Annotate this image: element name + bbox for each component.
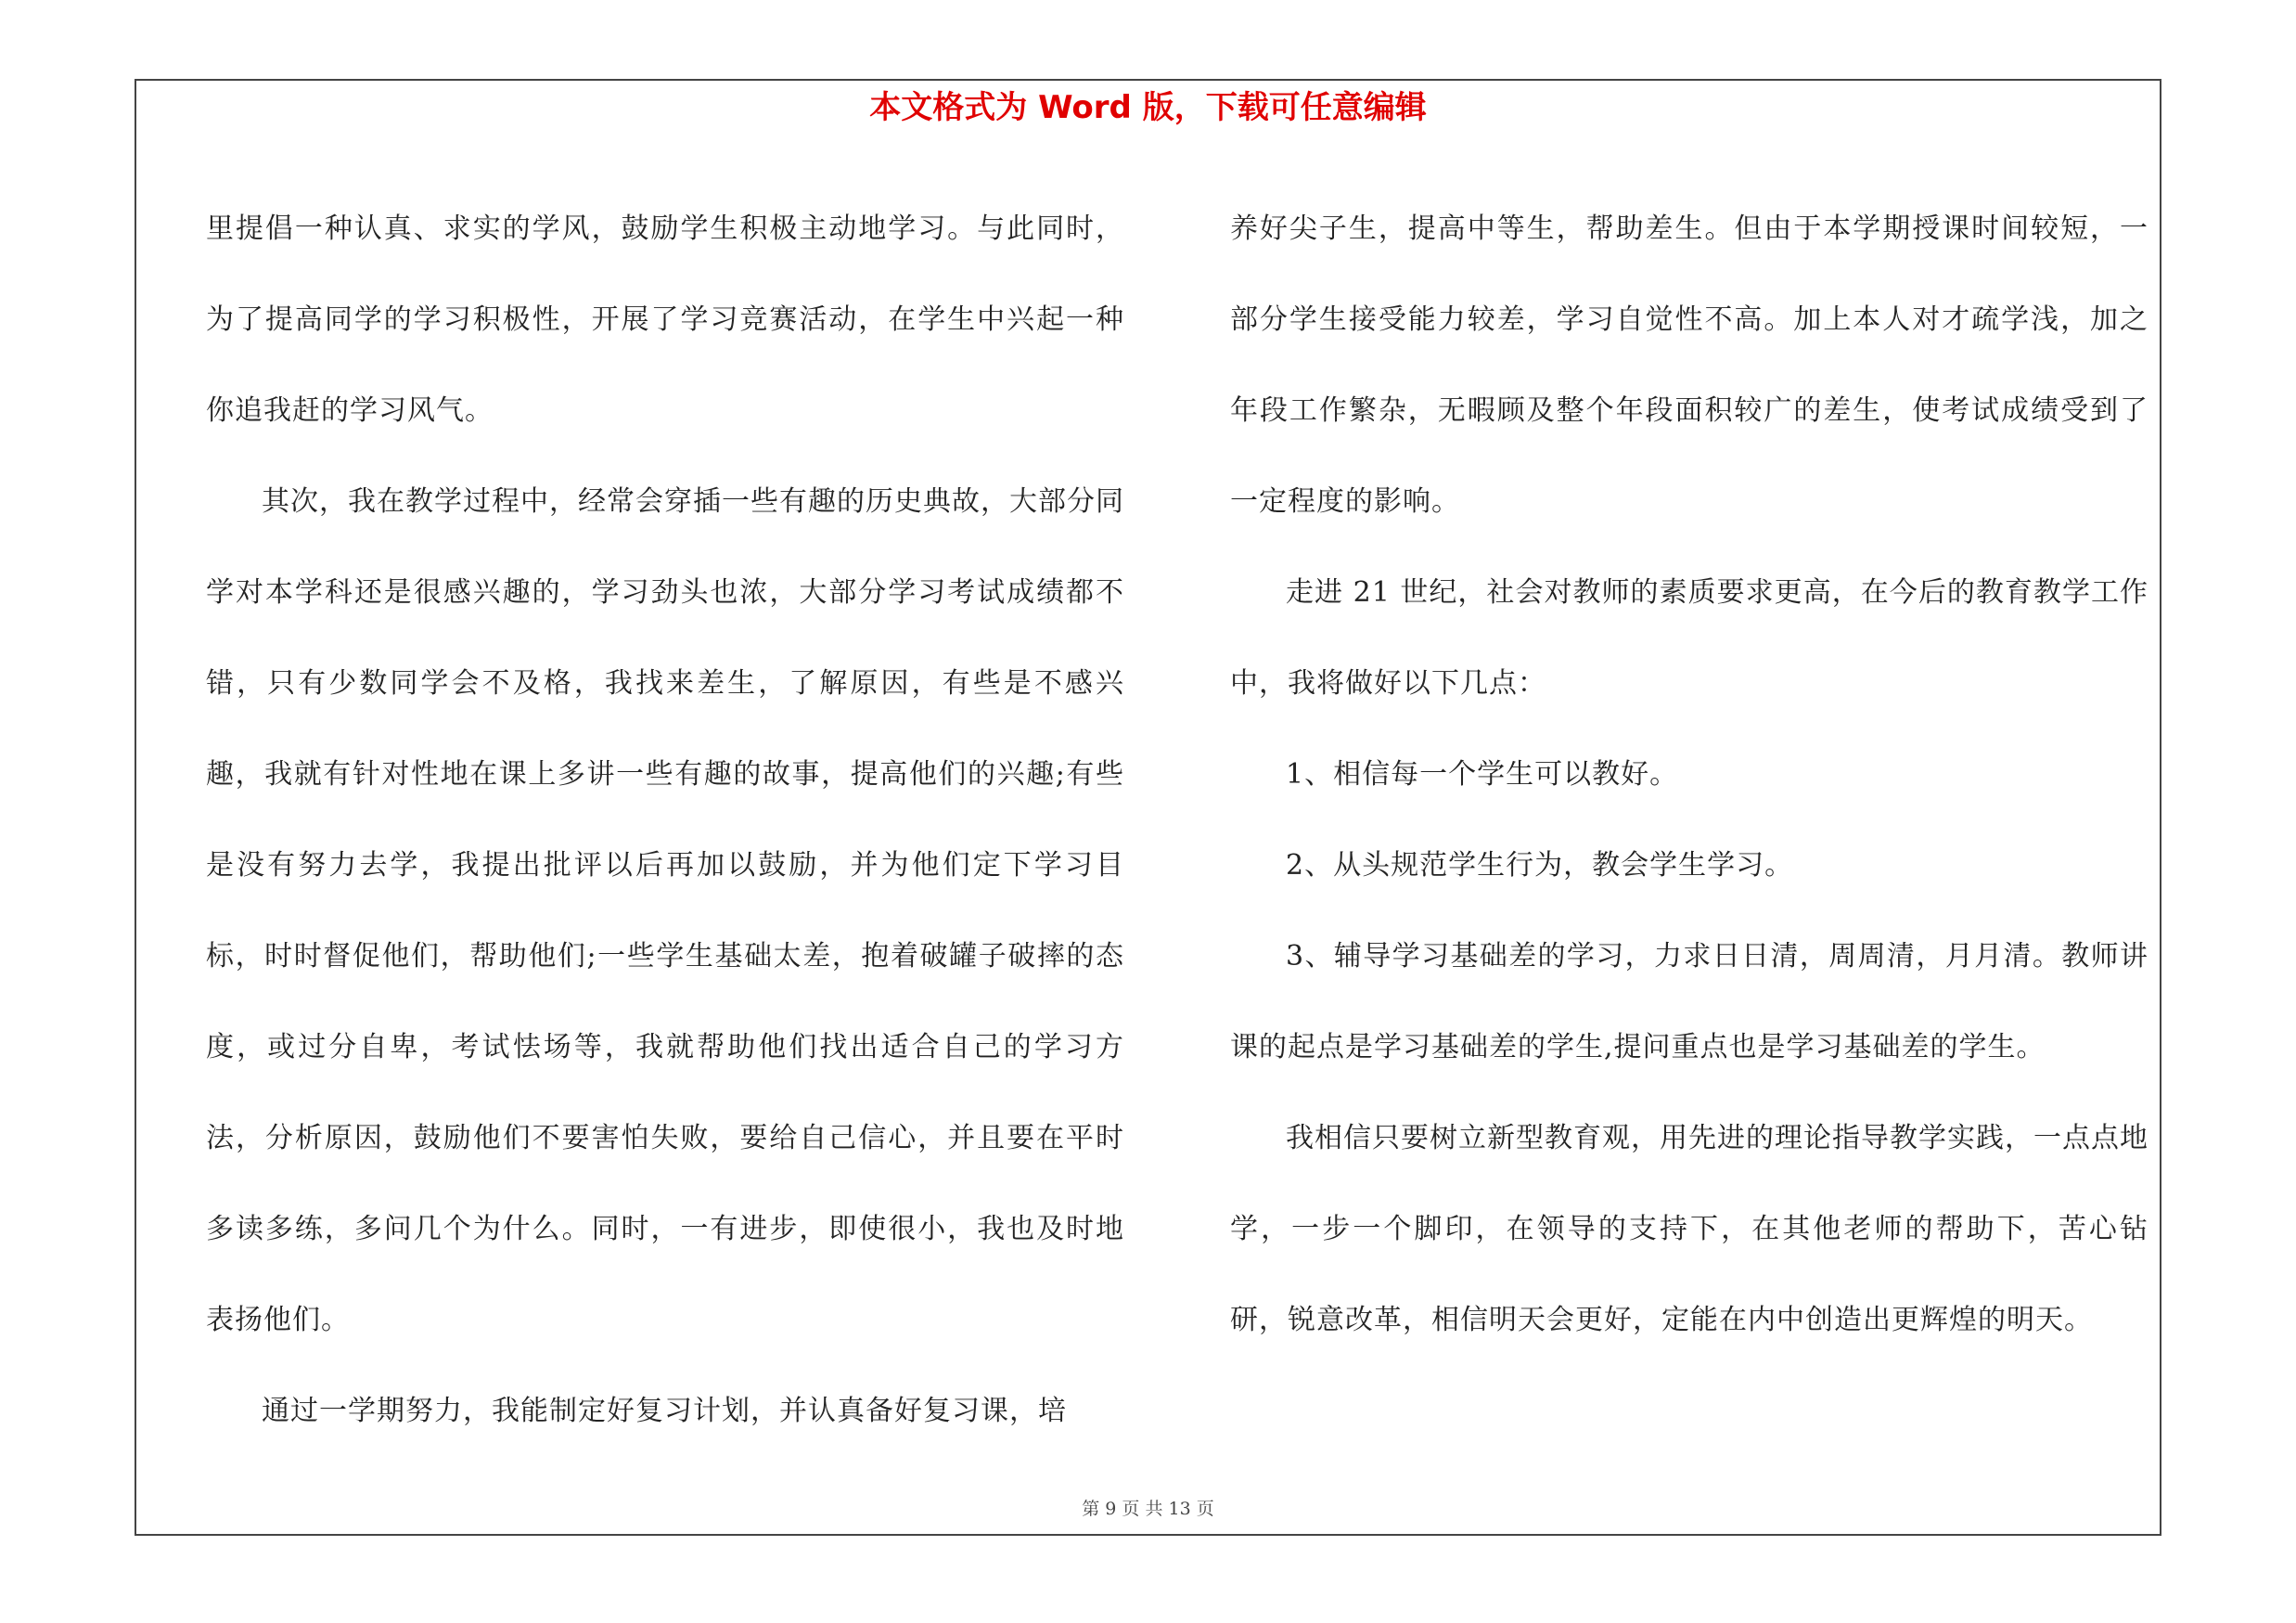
left-paragraph-3: 通过一学期努力，我能制定好复习计划，并认真备好复习课，培 [262,1395,1067,1427]
right-paragraph-1: 养好尖子生，提高中等生，帮助差生。但由于本学期授课时间较短，一部分学生接受能力较差，学习自觉性不高。加上本人对才疏学浅，加之年段工作繁杂，无暇顾及整个年段面积较广的差生，使考试成绩受到了一定程度的影响。 [1230,213,2148,518]
right-paragraph-2: 走进 21 世纪，社会对教师的素质要求更高，在今后的教育教学工作中，我将做好以下几点： [1230,576,2148,700]
left-paragraph-2: 其次，我在教学过程中，经常会穿插一些有趣的历史典故，大部分同学对本学科还是很感兴趣的，学习劲头也浓，大部分学习考试成绩都不错，只有少数同学会不及格，我找来差生，了解原因，有些是不感兴趣，我就有针对性地在课上多讲一些有趣的故事，提高他们的兴趣;有些是没有努力去学，我提出批评以后再加以鼓励，并为他们定下学习目标，时时督促他们，帮助他们;一些学生基础太差，抱着破罐子破摔的态度，或过分自卑，考试怯场等，我就帮助他们找出适合自己的学习方法，分析原因，鼓励他们不要害怕失败，要给自己信心，并且要在平时多读多练，多问几个为什么。同时，一有进步，即使很小，我也及时地表扬他们。 [206,485,1124,1336]
right-list-item-3: 3、辅导学习基础差的学习，力求日日清，周周清，月月清。教师讲课的起点是学习基础差的学生,提问重点也是学习基础差的学生。 [1230,940,2148,1063]
right-column [1230,184,2148,1366]
left-paragraph-1: 里提倡一种认真、求实的学风，鼓励学生积极主动地学习。与此同时，为了提高同学的学习积极性，开展了学习竞赛活动，在学生中兴起一种你追我赶的学习风气。 [206,213,1124,427]
right-list-item-2: 2、从头规范学生行为，教会学生学习。 [1286,849,1794,882]
page-number-footer: 第 9 页 共 13 页 [1082,1499,1214,1519]
document-header: 本文格式为 Word 版，下载可任意编辑 [869,89,1427,126]
right-paragraph-closing: 我相信只要树立新型教育观，用先进的理论指导教学实践，一点点地学，一步一个脚印，在领导的支持下，在其他老师的帮助下，苦心钻研，锐意改革，相信明天会更好，定能在内中创造出更辉煌的明天。 [1230,1122,2148,1336]
left-column [206,184,1124,1457]
right-list-item-1: 1、相信每一个学生可以教好。 [1286,758,1679,791]
